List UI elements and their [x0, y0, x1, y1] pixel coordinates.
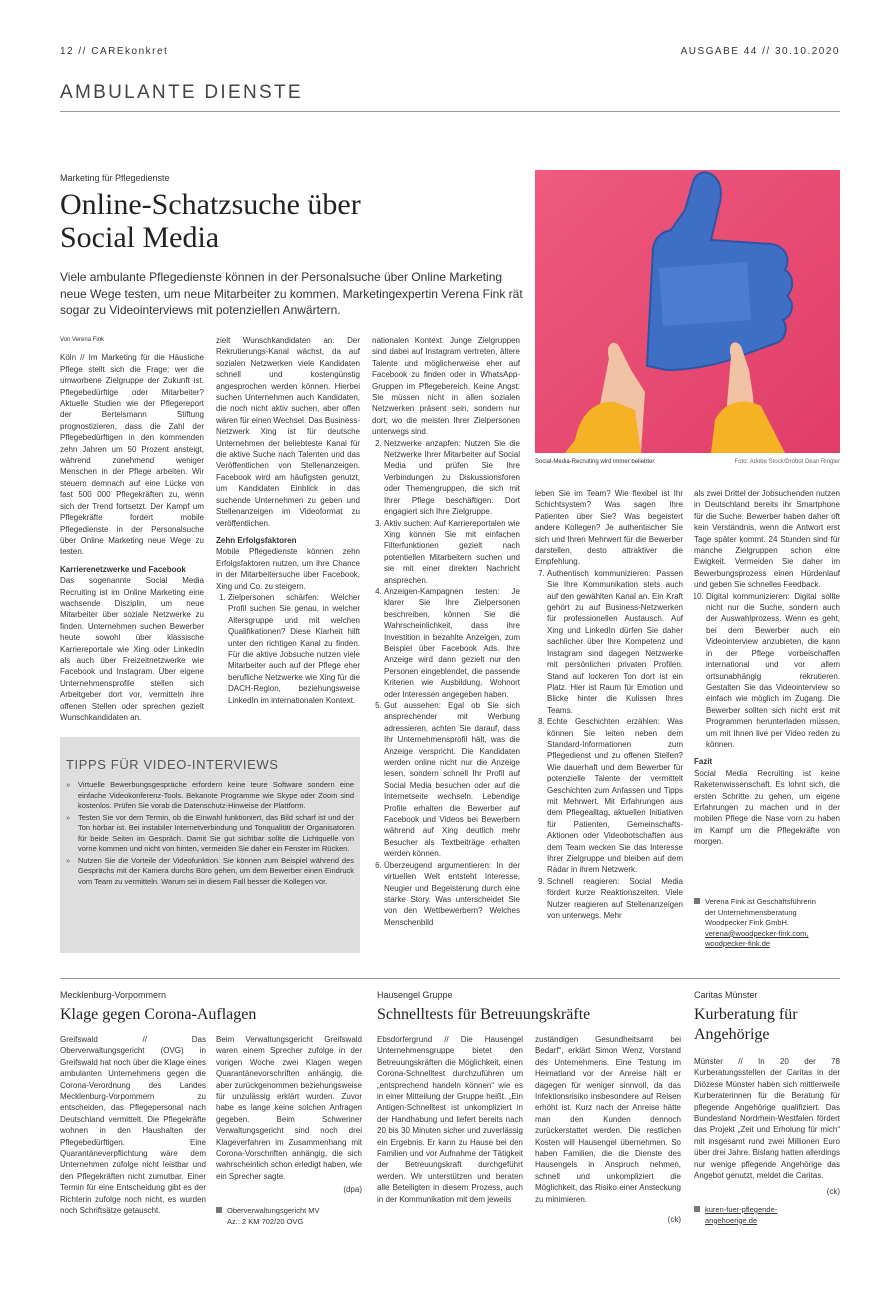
- section-title: AMBULANTE DIENSTE: [60, 82, 303, 103]
- info-square-icon: [216, 1207, 222, 1213]
- article-column-1: Von Verena Fink Köln // Im Marketing für die Häusliche Pflege stellt sich die Frage: wer die umworbene Zielgruppe der Zukunft ist. Pflegebedürftige oder Mitarbeiter? Aktuelle Studien wie der Pflegereport der Bertelsmann Stiftung prognostizieren, dass die Zahl der Pflegebedürftigen in den kommenden zehn Jahren um 50 Prozent ansteigt, während zunehmend weniger Menschen in der Pflege arbeiten. Wir steuern demnach auf eine Lücke von fast 500 000 Pflegekräften zu, wenn sich der Trend fortsetzt. Der Kampf um Pflegekräfte fordert mobile Pflegedienste in der Personalsuche über Online Marketing neue Wege zu testen. Karrierenetzwerke und Facebook Das sogenannte Social Media Recruiting ist im Online Marketing eine wachsende Disziplin, um neue Mitarbeiter über soziale Netzwerke zu finden. Unternehmen suchen Bewerber heute sowohl über klassische Karriereportale wie Xing oder LinkedIn als auch über Freizeitnetzwerke wie Facebook und Instagram. Über eigene Unternehmensprofile stellen sich Arbeitgeber dort vor, vermitteln ihre offenen Stellen oder sprechen gezielt Wunschkandidaten an.: [60, 337, 204, 722]
- tips-list: [66, 780, 354, 888]
- photo-caption: Social-Media-Recruiting wird immer beliebter.: [535, 459, 656, 465]
- bottom3-link: kuren-fuer-pflegende- angehoerige.de: [694, 1205, 840, 1226]
- bottom2-signature: (ck): [667, 1215, 681, 1224]
- bottom3-body: Münster // In 20 der 78 Kurberatungsstellen der Caritas in der Diözese Münster haben sich mittlerweile Kurberaterinnen für die Beratung für pflegende Angehörige qualifiziert. Das Bundesland Nordrhein-Westfalen fördert das Projekt „Zeit und Erholung für mich“ mit insgesamt rund zwei Millionen Euro über drei Jahre. Bislang hatten allerdings nur wenige pflegende Angehörige das Angebot genutzt, meldet die Caritas.: [694, 1057, 840, 1181]
- bottom3-title: Kurberatung für Angehörige: [694, 1006, 798, 1043]
- thumbs-up-icon: [535, 170, 840, 453]
- article-column-3: nationalen Kontext. Junge Zielgruppen sind dabei auf Instagram vertreten, ältere Talente und möglicherweise eher auf Facebook zu finden oder in WhatsApp-Gruppen im Pflegebereich. Keine Angst: Sie müssen nicht in allen sozialen Netzwerken präsent sein, sondern nur dort, wo die meisten Ihrer Zielpersonen unterwegs sind. 2. Netzwerke anzapfen: Nutzen Sie die Netzwerke Ihrer Mitarbeiter auf Social Media und prüfen Sie Ihre Verbindungen zu Diskussionsforen oder Themengruppen, die sich mit Ihrer Pflege beschäftigen. Dort engagiert sich Ihre Zielgruppe. 3. Aktiv suchen: Auf Karriereportalen wie Xing können Sie mit einfachen Filterfunktionen gezielt nach potentiellen Mitarbeitern suchen und sie mit einer direkten Nachricht ansprechen. 4. Anzeigen-Kampagnen testen: Je klarer Sie Ihre Zielpersonen beschreiben, können Sie die Wahrscheinlichkeit, dass ihre Investition in bezahlte Anzeigen, zum Beispiel über Facebook Ads. Ihre Anzeige wird dann gezielt nur den Personen eingeblendet, die passende Kriterien wie Ausbildung, Wohnort oder Interessen angegeben haben. 5. Gut aussehen: Egal ob Sie sich ansprechender mit Werbung adressieren, achten Sie darauf, dass Ihr Unternehmensprofil hält, was die Anzeige verspricht. Die Kandidaten werden online nicht nur die Anzeige lesen, sondern schnell Ihr Profil auf Social Media besuchen oder auf die Internetseite wechseln. Lebendige Profile erhalten die Bewerber auf Facebook und Videos bei Bewerbern während auf Xing deutlich mehr Besucher als Textbeiträge erhalten werden können. 6. Überzeugend argumentieren: In der virtuellen Welt entsteht Interesse, Neugier und Begeisterung durch eine starke Story. Was unterscheidet Sie von den Wettbewerbern? Welches Menschenbild: [372, 335, 520, 955]
- bottom-divider: [60, 978, 840, 979]
- section-rule: [60, 111, 840, 112]
- bottom1-column-b: Beim Verwaltungsgericht Greifswald waren einem Sprecher zufolge in der vorigen Woche zwei Klagen wegen Quarantänevorschriften anhängig, die aber zurückgenommen beziehungsweise für unzulässig erklärt wurden. Zuvor habe es lange keine solchen Anfragen gegeben. Beim Schweriner Verwaltungsgericht sind noch drei Klageverfahren im Zusammenhang mit Corona-Vorschriften anhängig, die sich wahrscheinlich schon erledigt haben, wie ein Sprecher sagte.: [216, 1035, 362, 1181]
- bottom1-reference: Oberverwaltungsgericht MV Az.: 2 KM 702/20 OVG: [216, 1206, 362, 1227]
- bottom1-title: Klage gegen Corona-Auflagen: [60, 1006, 257, 1023]
- author-line: Von Verena Fink: [60, 337, 105, 343]
- subhead-karriere: Karrierenetzwerke und Facebook: [60, 564, 186, 574]
- tip-item: » Testen Sie vor dem Termin, ob die Einwahl funktioniert, das Bild scharf ist und der Ton hörbar ist. Bei instabiler Internetverbindung und Tonqualität der Organisatoren für beide Seiten im Gespräch. Damit Sie gut sichtbar sollte die Lichtquelle von vorne kommen und nicht von hinten, vermeiden Sie daher ein Fenster im Rücken.: [66, 813, 354, 855]
- author-contact: Verena Fink ist Geschäftsführerin der Unternehmensberatung Woodpecker Fink GmbH. verena@woodpecker-fink.com, woodpecker-fink.de: [694, 897, 840, 950]
- thumbs-up-photo: [535, 170, 840, 453]
- bottom1-column-a: Greifswald // Das Oberverwaltungsgericht (OVG) in Greifswald hat noch über die Klage eines ambulanten Unternehmens gegen die Corona-Verordnung des Landes Mecklenburg-Vorpommern zu entscheiden, das Pflegepersonal nach Deutschland vermittelt. Die Pflegekräfte wohnen in den Haushalten der Pflegebedürftigen. Eine Quarantäneverpflichtung wäre dem Unternehmen zufolge nicht leistbar und den Pflegekräften nicht zumutbar. Einer Termin für eine Entscheidung gibt es der Richterin zufolge noch nicht, es wurden noch Schriftsätze getauscht.: [60, 1035, 206, 1216]
- bottom2-kicker: Hausengel Gruppe: [377, 990, 453, 1000]
- page-number-header: 12 // CAREkonkret: [60, 46, 169, 57]
- article-column-5: als zwei Drittel der Jobsuchenden nutzen in Deutschland bereits ihr Smartphone für die Suche. Bewerber haben daher oft kein Verständnis, wenn die Antwort erst Tage später kommt. 24 Stunden sind für manche Zielgruppen schon eine Ewigkeit. Vermeiden Sie daher im Bewerbungsprozess einen Hürdenlauf und geben Sie schnelles Feedback. 10. Digital kommunizieren: Digital sollte nicht nur die Suche, sondern auch der Auswahlprozess. Wenn es geht, bei dem Bewerber auch ein Videointerview anzubieten, die kann in der Pflege vorbeischaffen international und vor allem ortsunabhängig rekrutieren. Gestalten Sie das Videointerview so einfach wie möglich im Zugang. Die Bewerber sollten sich nicht erst mit Programmen herunterladen müssen, um mit Ihnen live per Video reden zu können. Fazit Social Media Recruiting ist keine Raketenwissenschaft. Es lohnt sich, die ersten Schritte zu gehen, um eigene Erfahrungen zu machen und in der mobilen Pflege die Nase vorn zu haben im Kampf um die Pflegekräfte von morgen.: [694, 488, 840, 888]
- contact-website-link[interactable]: woodpecker-fink.de: [705, 939, 771, 948]
- tips-title: TIPPS FÜR VIDEO-INTERVIEWS: [66, 757, 279, 772]
- tip-item: » Nutzen Sie die Vorteile der Videofunktion. Sie können zum Beispiel während des Gesprächs mit der Kamera durchs Büro gehen, um dem Bewerber einen Eindruck vom Team zu vermitteln. Warum sei in diesem Fall besser die Kollegen vor.: [66, 856, 354, 888]
- bottom2-title: Schnelltests für Betreuungskräfte: [377, 1006, 591, 1023]
- article-kicker: Marketing für Pflegedienste: [60, 173, 170, 183]
- article-column-4: leben Sie im Team? Wie flexibel ist Ihr Schichtsystem? Was sagen Ihre Patienten über Sie? Was begeistert andere Kollegen? Je authentischer Sie sich und Ihren Mehrwert für die Bewerber darstellen, desto attraktiver die Empfehlung. 7. Authentisch kommunizieren: Passen Sie Ihre Kommunikation stets auch auf den gewählten Kanal an. Ein Kraft gehört zu auf Business-Netzwerken für professionellen Austausch. Auf Xing und LinkedIn dürfen Sie daher sachlicher über Ihre Kompetenz und Instagram sind dagegen Netzwerke mit persönlichen privaten Profilen. Stand auf lockeren Ton dort ist ein Platz. Hier ist Raum für Emotion und Blicke hinter die Kulissen Ihres Teams. 8. Echte Geschichten erzählen: Was können Sie leiten neben dem Standard-Informationen zum Pflegedienst und zu offenen Stellen? Wie dauerhaft und dem Bewerber für potenzielle Talente der vermittelt Geschichten zum Anfassen und Tipps mit Mehrwert. Mit Erfahrungen aus dem Pflegealltag, aktuellen Initiativen für Patienten, Gemeinschafts-Aktionen oder Videobotschaften aus dem Team wecken Sie das Interesse Ihrer Zielgruppe und bleiben auf dem Radar in ihrem Netzwerk. 9. Schnell reagieren: Social Media fördert kurze Reaktionszeiten. Viele Nutzer reagieren auf Stellenanzeigen von unterwegs. Mehr: [535, 488, 683, 955]
- bottom1-kicker: Mecklenburg-Vorpommern: [60, 990, 167, 1000]
- contact-email-link[interactable]: verena@woodpecker-fink.com,: [705, 928, 809, 938]
- info-square-icon: [694, 898, 700, 904]
- issue-date-header: AUSGABE 44 // 30.10.2020: [680, 46, 840, 57]
- bottom3-signature: (ck): [826, 1187, 840, 1196]
- bottom2-column-a: Ebsdorfergrund // Die Hausengel Unternehmensgruppe bietet den Betreuungskräften die Möglichkeit, einen Corona-Schnelltest durchzuführen um „entsprechend handeln können“ wie es in einer Mitteilung der Gruppe heißt. „Ein Antigen-Schnelltest ist unkompliziert in der Handhabung und liefert bereits nach 20 bis 30 Minuten sicher und zuverlässig ein Ergebnis. Er kann zu Hause bei den Familien und vor Aufnahme der Tätigkeit der Betreuungskraft durchgeführt werden. Wir unterstützen und beraten alle Beteiligten in diesem Prozess, auch in der Kommunikation mit dem jeweils: [377, 1035, 523, 1204]
- article-title: Online-Schatzsuche über Social Media: [60, 188, 361, 254]
- article-column-2: zielt Wunschkandidaten an. Der Rekrutierungs-Kanal wächst, da auf sozialen Netzwerken viele Kandidaten schnell und kostengünstig angesprochen werden können. Hierbei suchen Unternehmen auch Kandidaten, die noch nicht aktiv suchen, aber offen wären für einen Wechsel. Das Business-Netzwerk Xing ist für deutsche Unternehmen der beliebteste Kanal für die aktive Suche nach Talenten und das Veröffentlichen von Stellenanzeigen. Facebook wird am häufigsten genutzt, um Kandidaten Einblick in das suchende Unternehmen zu geben und Stellenanzeigen im Videoformat zu veröffentlichen. Zehn Erfolgsfaktoren Mobile Pflegedienste können zehn Erfolgsfaktoren nutzen, um ihre Chance in der Mitarbeitersuche über Facebook, Xing und Co. zu steigern. 1. Zielpersonen schärfen: Welcher Profil suchen Sie genau, in welcher Altersgruppe und mit welchen Qualifikationen? Diese Klarheit hilft unter den richtigen Kanal zu finden. Für die aktive Jobsuche nutzen viele Mitarbeiter auch auf der Pflege eher berufliche Netzwerke wie Xing für die DACH-Region, beziehungsweise LinkedIn im internationalen Kontext.: [216, 335, 360, 727]
- photo-credit: Foto: Adobe Stock/Drobot Dean Ringler: [734, 459, 840, 465]
- subhead-erfolgsfaktoren: Zehn Erfolgsfaktoren: [216, 535, 297, 545]
- info-square-icon: [694, 1206, 700, 1212]
- caritas-link[interactable]: kuren-fuer-pflegende-: [705, 1205, 778, 1214]
- bottom1-signature: (dpa): [343, 1185, 362, 1194]
- tip-item: » Virtuelle Bewerbungsgespräche erfordern keine teure Software sondern eine einfache Videokonferenz-Tools. Bekannte Programme wie Skype oder Zoom sind kostenlos. Prüfen Sie vorab die Datenschutz-Hinweise der Plattform.: [66, 780, 354, 812]
- article-lead: Viele ambulante Pflegedienste können in der Personalsuche über Online Marketing neue Wege testen, um neue Mitarbeiter zu kommen. Marketingexpertin Verena Fink rät sogar zu Videointerviews mit potenziellen Anwärtern.: [60, 270, 523, 317]
- subhead-fazit: Fazit: [694, 757, 713, 767]
- bottom3-kicker: Caritas Münster: [694, 990, 758, 1000]
- bottom2-column-b: zuständigen Gesundheitsamt bei Bedarf“, erklärt Simon Wenz, Vorstand des Unternehmens. Eine Testung im Heimatland vor der Anreise hält er dagegen für weniger sinnvoll, da das Infektionsrisiko insbesondere auf Reisen erhöht ist. Kurz nach der Anreise hätte man den Kunden dennoch zurückerstattet werden. Die restlichen Kosten will Hausengel übernehmen. So haben Familien, die die Dienste des Hausengels in Anspruch nehmen, schnell und unkompliziert die Möglichkeit, das Risiko einer Ansteckung zu minimieren.: [535, 1035, 681, 1204]
